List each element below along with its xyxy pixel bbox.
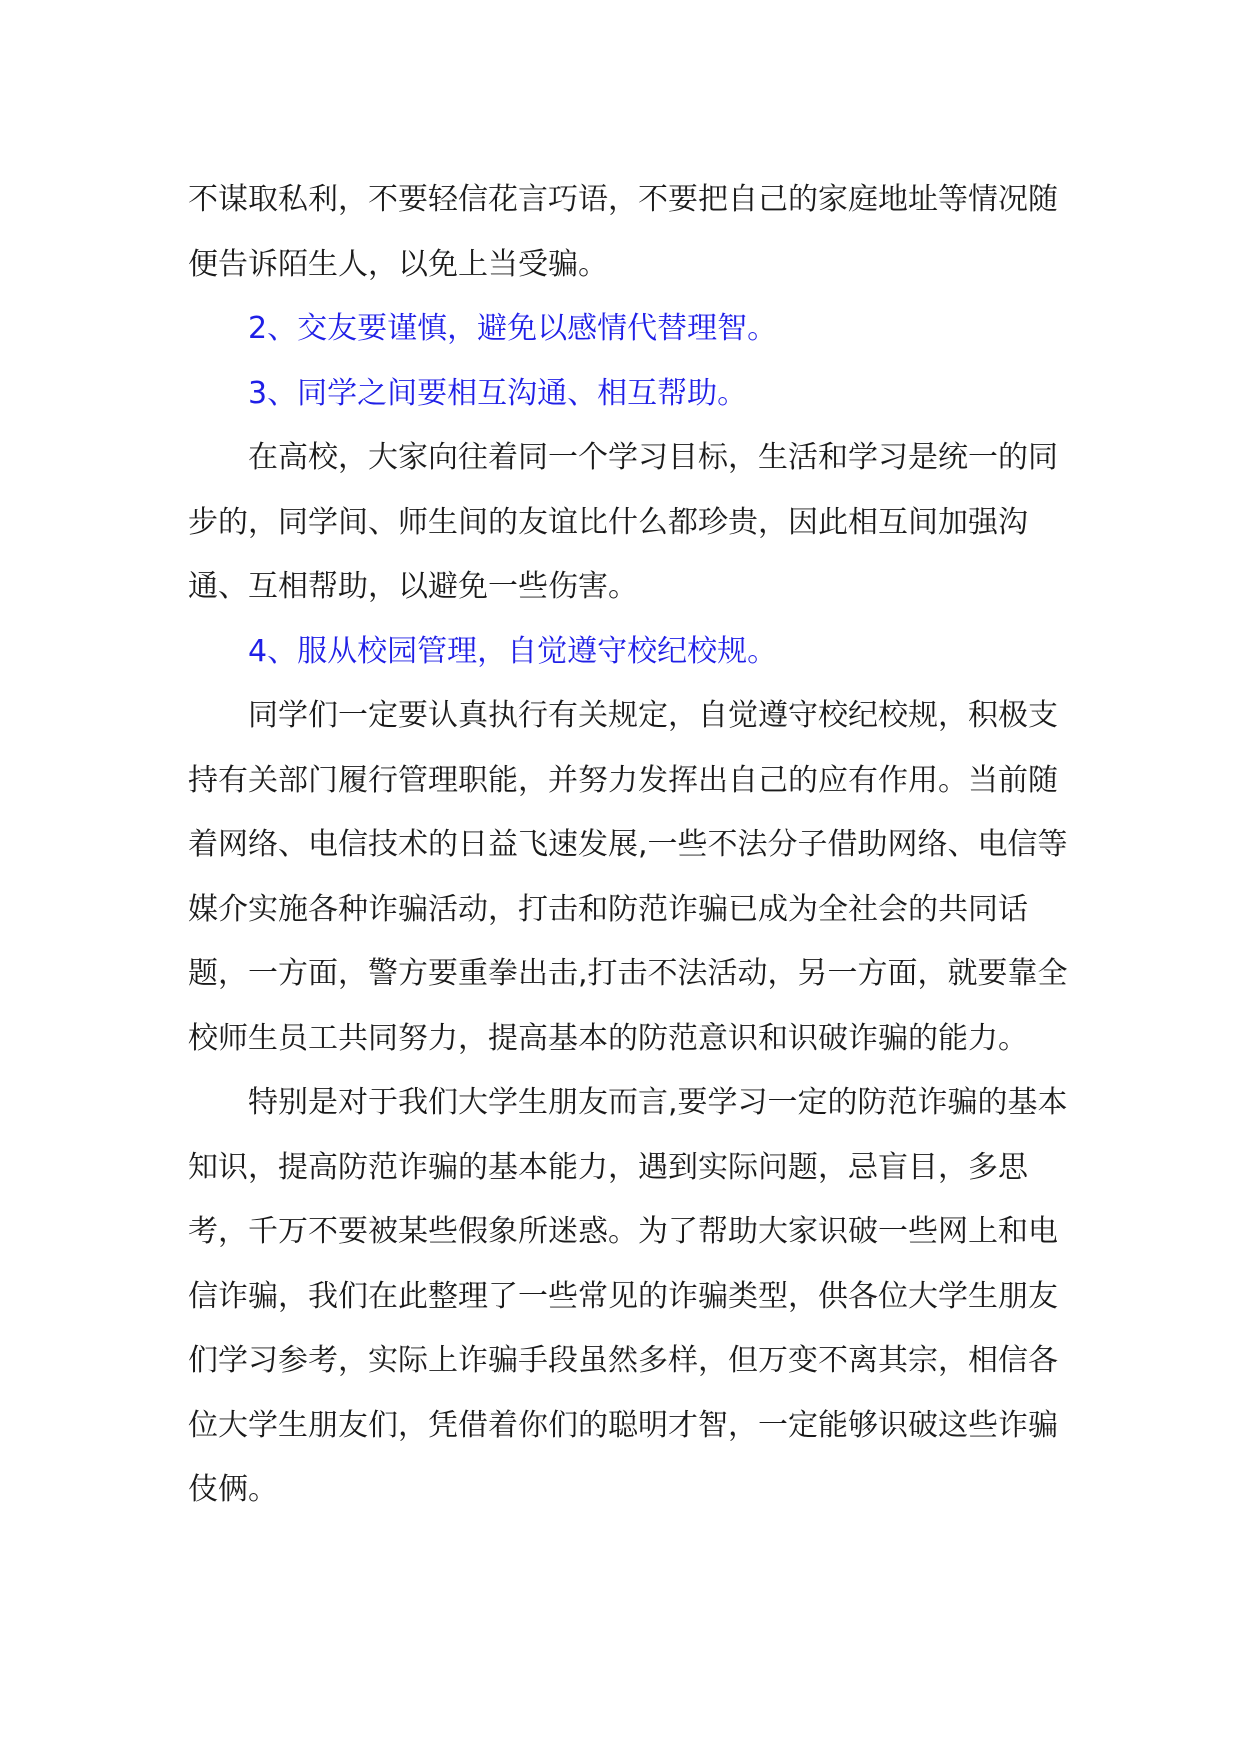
paragraph-line: 同学们一定要认真执行有关规定，自觉遵守校纪校规，积极支 [248, 698, 1058, 733]
continuation-paragraph [188, 168, 1058, 297]
paragraph-line: 信诈骗，我们在此整理了一些常见的诈骗类型，供各位大学生朋友 [188, 1278, 1058, 1314]
paragraph-line: 伎俩。 [188, 1472, 278, 1507]
paragraph-line: 在高校，大家向往着同一个学习目标，生活和学习是统一的同 [248, 440, 1058, 475]
paragraph-line: 持有关部门履行管理职能，并努力发挥出自己的应有作用。当前随 [188, 762, 1058, 798]
paragraph-line: 特别是对于我们大学生朋友而言,要学习一定的防范诈骗的基本 [248, 1085, 1068, 1120]
paragraph-communication [188, 426, 1058, 620]
paragraph-line: 知识，提高防范诈骗的基本能力，遇到实际问题，忌盲目，多思 [188, 1149, 1028, 1185]
paragraph-line: 便告诉陌生人，以免上当受骗。 [188, 246, 608, 282]
section-heading-3: 3、同学之间要相互沟通、相互帮助。 [248, 375, 748, 411]
section-heading-2: 2、交友要谨慎，避免以感情代替理智。 [248, 311, 778, 346]
paragraph-line: 位大学生朋友们，凭借着你们的聪明才智，一定能够识破这些诈骗 [188, 1407, 1058, 1443]
paragraph-line: 考，千万不要被某些假象所迷惑。为了帮助大家识破一些网上和电 [188, 1214, 1058, 1249]
paragraph-students [188, 1071, 1068, 1523]
paragraph-line: 校师生员工共同努力，提高基本的防范意识和识破诈骗的能力。 [188, 1020, 1028, 1056]
paragraph-line: 们学习参考，实际上诈骗手段虽然多样，但万变不离其宗，相信各 [188, 1343, 1058, 1378]
paragraph-line: 着网络、电信技术的日益飞速发展,一些不法分子借助网络、电信等 [188, 827, 1068, 862]
paragraph-rules [188, 684, 1068, 1071]
paragraph-line: 步的，同学间、师生间的友谊比什么都珍贵，因此相互间加强沟 [188, 504, 1028, 540]
paragraph-line: 媒介实施各种诈骗活动，打击和防范诈骗已成为全社会的共同话 [188, 891, 1028, 927]
paragraph-line: 不谋取私利，不要轻信花言巧语，不要把自己的家庭地址等情况随 [188, 182, 1058, 217]
document-body [188, 168, 1068, 1523]
paragraph-line: 题，一方面，警方要重拳出击,打击不法活动，另一方面，就要靠全 [188, 956, 1068, 991]
paragraph-line: 通、互相帮助，以避免一些伤害。 [188, 569, 638, 604]
section-heading-4: 4、服从校园管理，自觉遵守校纪校规。 [248, 633, 778, 669]
